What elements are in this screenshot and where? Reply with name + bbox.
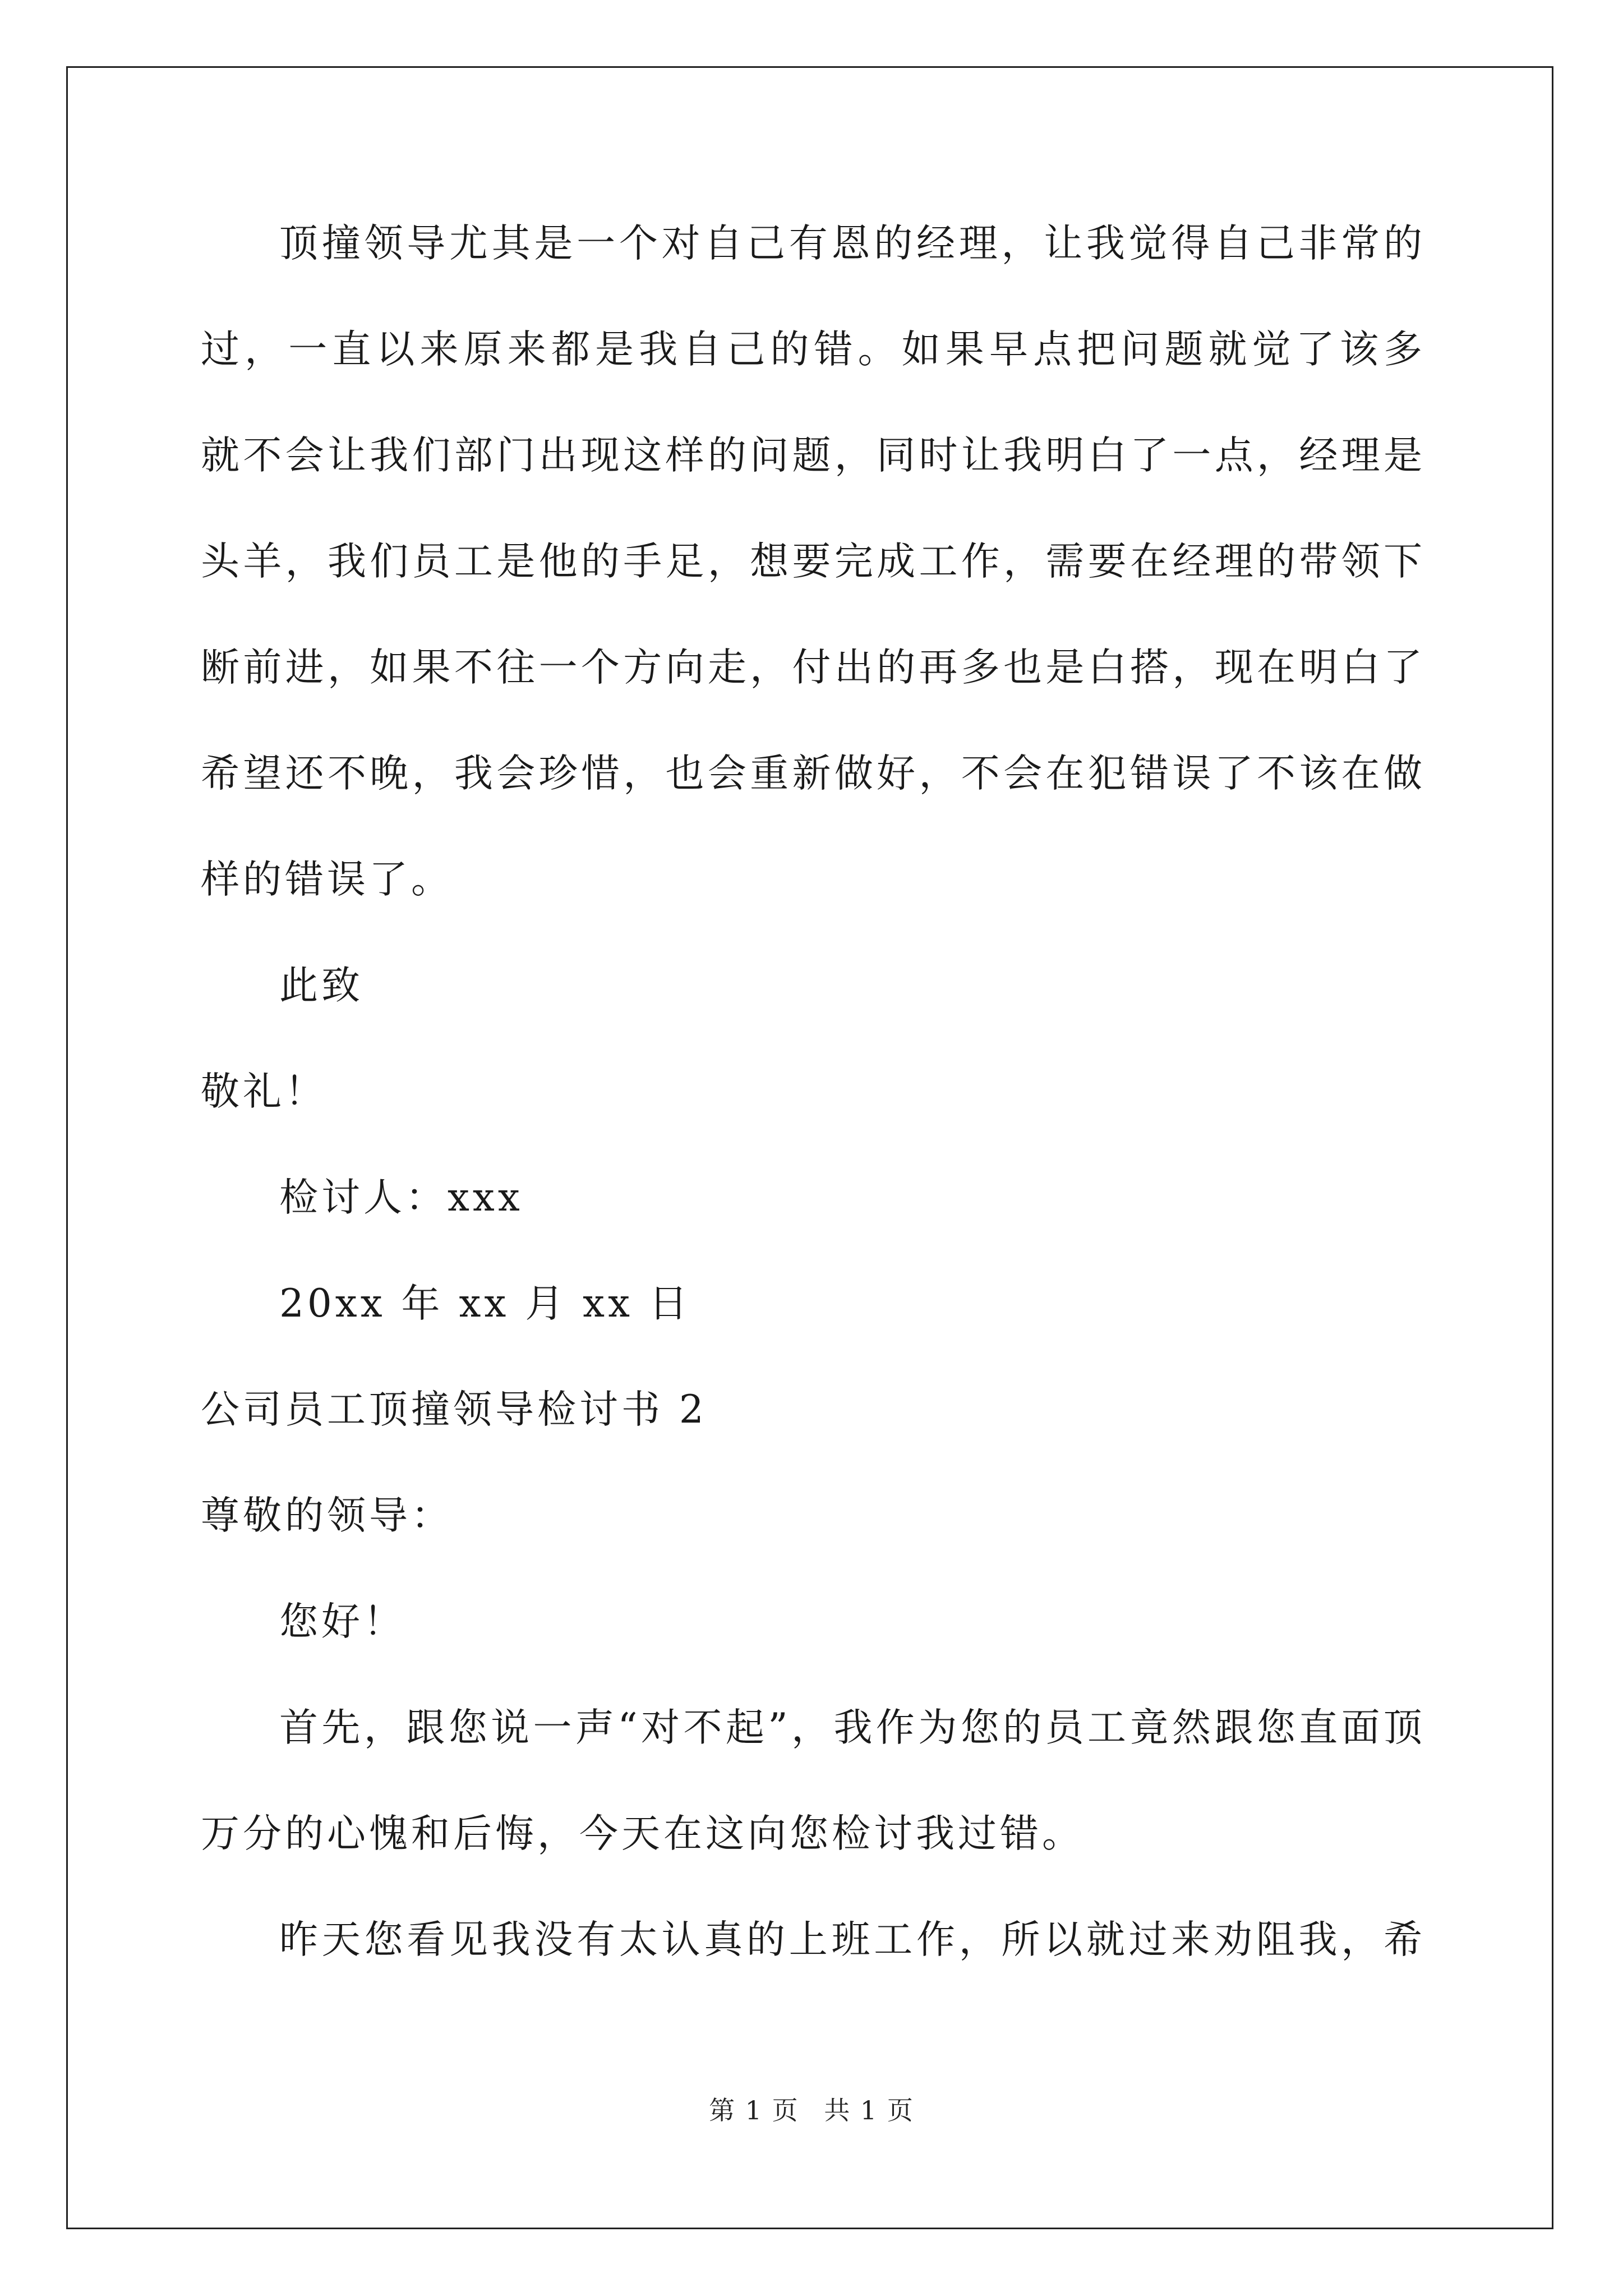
section-title: 公司员工顶撞领导检讨书 2 [201, 1387, 707, 1432]
greeting-text: 尊敬的领导： [201, 1493, 453, 1538]
paragraph3-line-1: 昨天您看见我没有太认真的上班工作，所以就过来劝阻我，希 [279, 1917, 1426, 1962]
paragraph2-line-2: 万分的心愧和后悔，今天在这向您检讨我过错。 [201, 1811, 1084, 1856]
paragraph1-line-5: 断前进，如果不往一个方向走，付出的再多也是白搭，现在明白了 [201, 645, 1426, 690]
paragraph2-line-1: 首先，跟您说一声“对不起”，我作为您的员工竟然跟您直面顶 [279, 1705, 1426, 1750]
paragraph1-line-4: 头羊，我们员工是他的手足，想要完成工作，需要在经理的带领下 [201, 539, 1426, 584]
paragraph1-line-2: 过，一直以来原来都是我自己的错。如果早点把问题就觉了该多 [201, 327, 1426, 372]
hello-text: 您好！ [279, 1599, 405, 1644]
salute-text: 敬礼！ [201, 1069, 327, 1114]
document-body [201, 191, 1426, 1993]
paragraph1-line-3: 就不会让我们部门出现这样的问题，同时让我明白了一点，经理是 [201, 433, 1426, 478]
date-text: 20xx 年 xx 月 xx 日 [279, 1281, 691, 1326]
paragraph1-line-1: 顶撞领导尤其是一个对自己有恩的经理，让我觉得自己非常的 [279, 221, 1426, 266]
page-number-current: 第 1 页 [709, 2095, 799, 2125]
closing-text: 此致 [279, 963, 363, 1008]
page-number-total: 共 1 页 [824, 2095, 914, 2125]
page-footer [0, 2090, 1623, 2127]
paragraph1-line-6: 希望还不晚，我会珍惜，也会重新做好，不会在犯错误了不该在做 [201, 751, 1426, 796]
paragraph1-line-7: 样的错误了。 [201, 857, 453, 902]
signature-text: 检讨人：xxx [279, 1175, 523, 1220]
